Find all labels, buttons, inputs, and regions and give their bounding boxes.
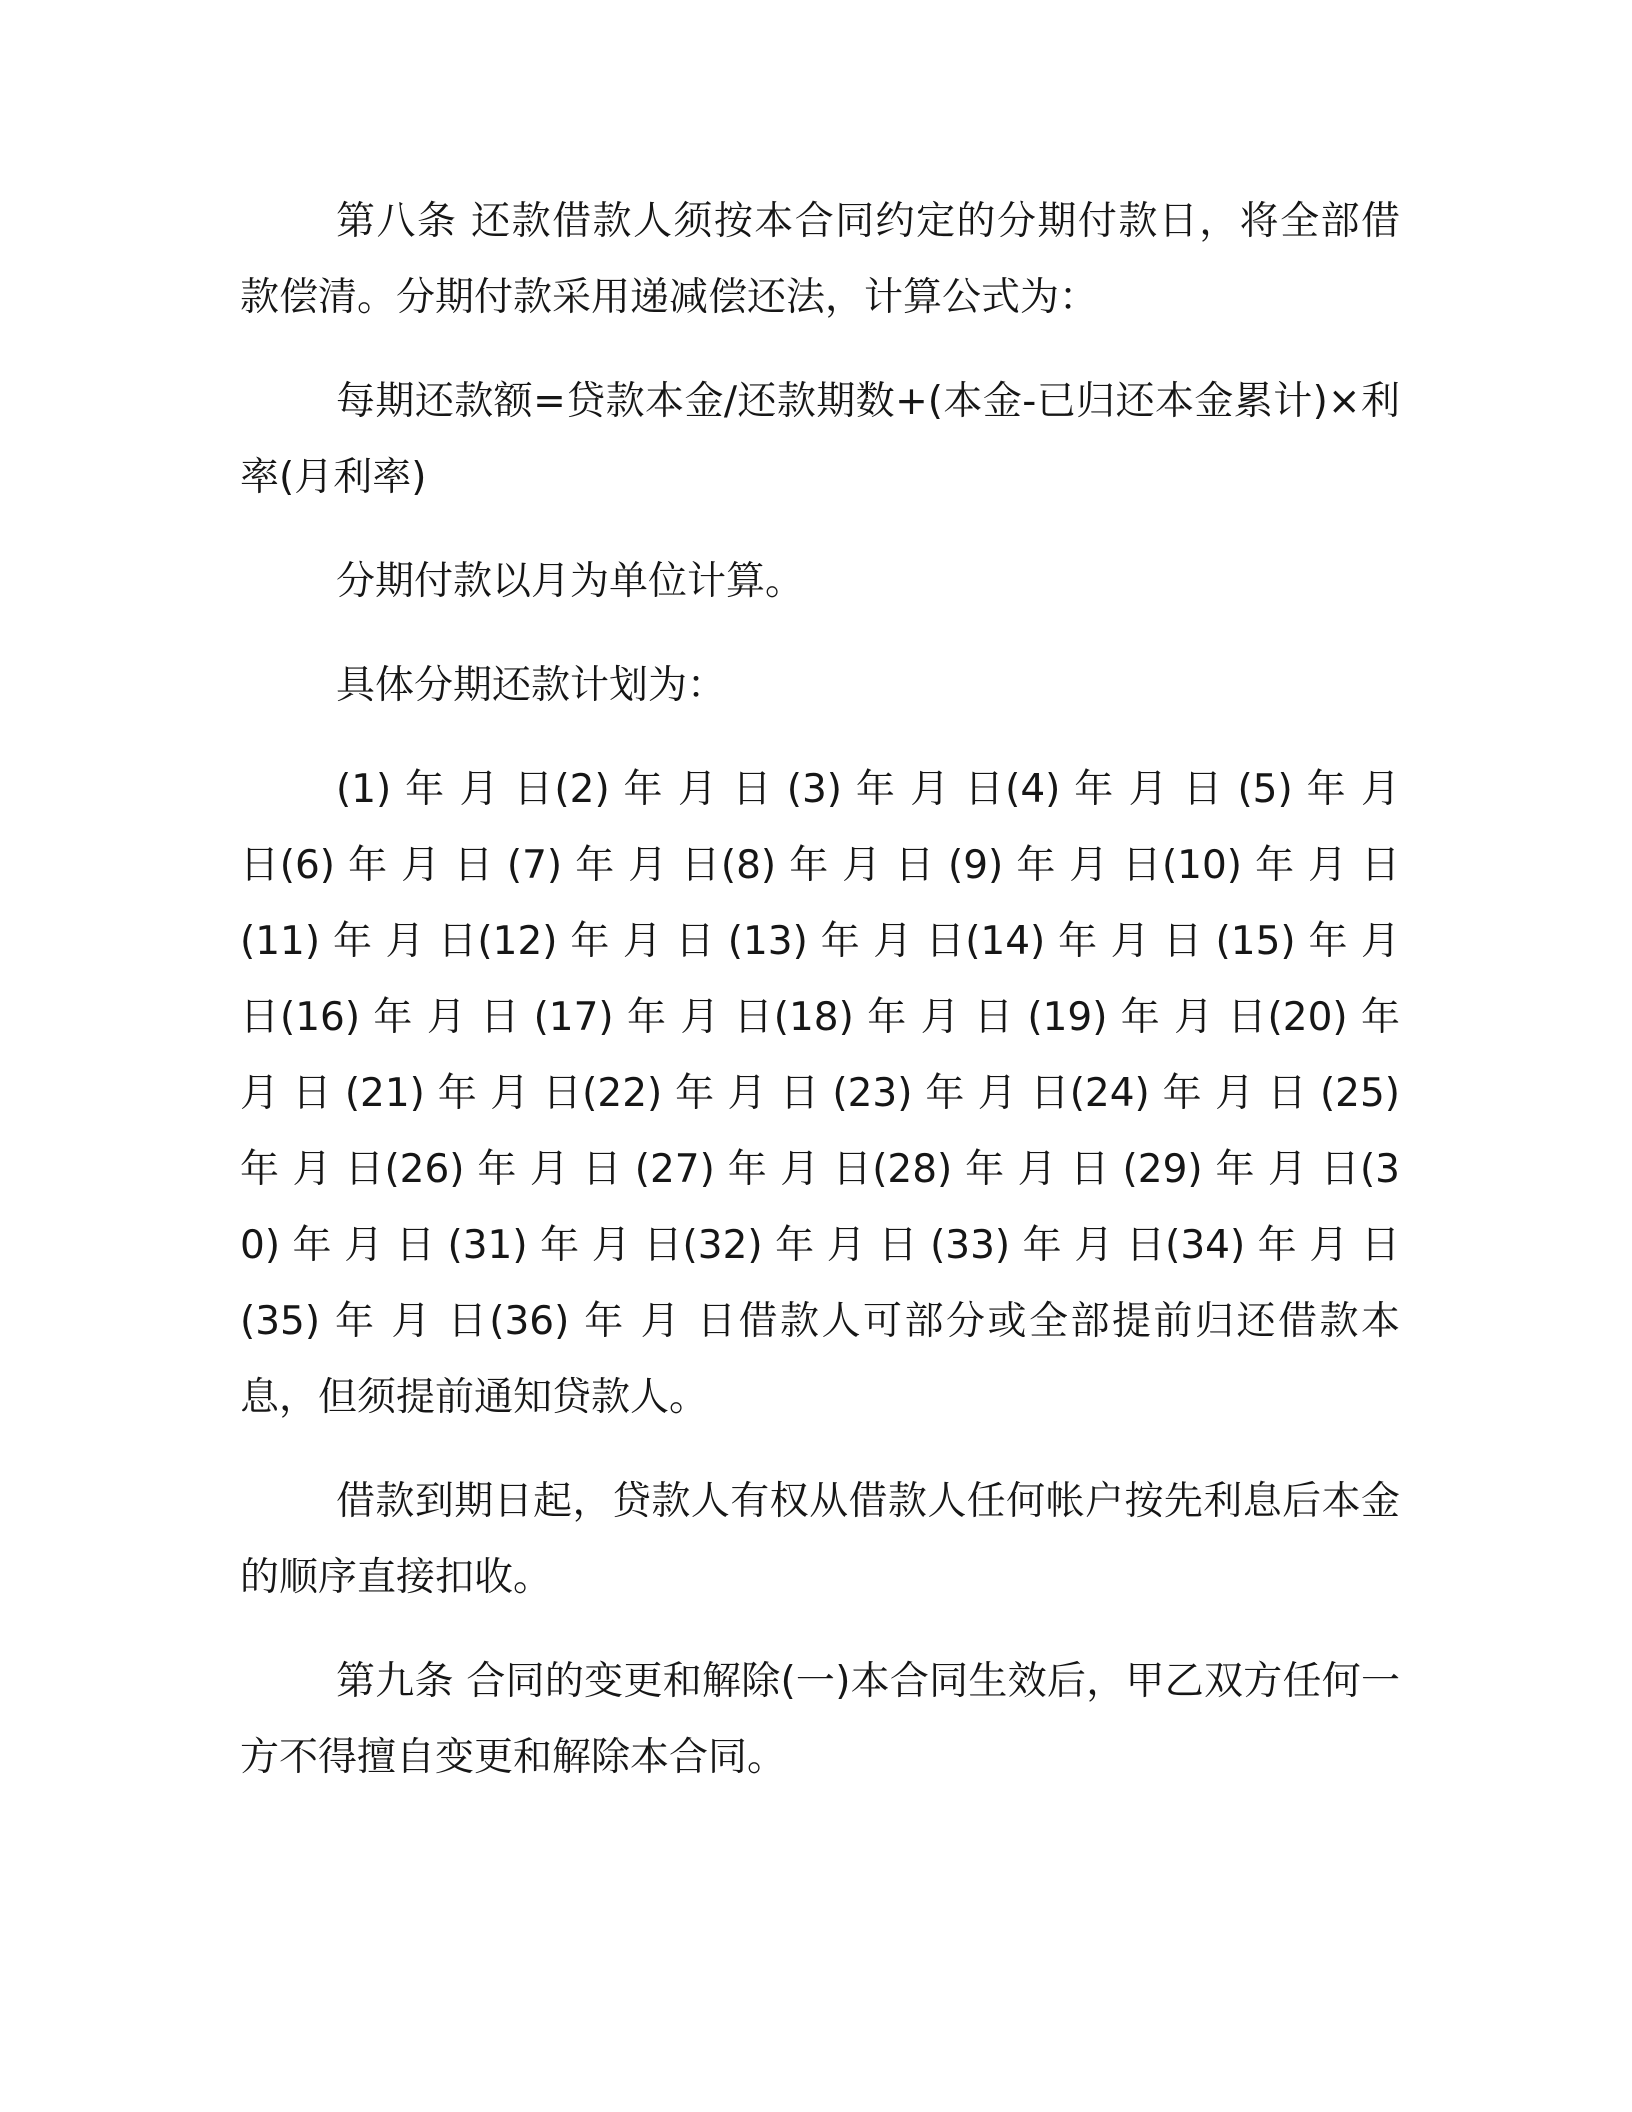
monthly-calculation-paragraph: 分期付款以月为单位计算。 (336, 559, 805, 604)
repayment-schedule-paragraph: (1) 年 月 日(2) 年 月 日 (3) 年 月 日(4) 年 月 日 (5) 年 月 日(6) 年 月 日 (7) 年 月 日(8) 年 月 日 (9) 年 月 日(10) 年 月 日 (11) 年 月 日(12) 年 月 日 (13) 年 月 日(14) 年 月 日 (15) 年 月 日(16) 年 月 日 (17) 年 月 日(18) 年 月 日 (19) 年 月 日(20) 年 月 日 (21) 年 月 日(22) 年 月 日 (23) 年 月 日(24) 年 月 日 (25) 年 月 日(26) 年 月 日 (27) 年 月 日(28) 年 月 日 (29) 年 月 日(30) 年 月 日 (31) 年 月 日(32) 年 月 日 (33) 年 月 日(34) 年 月 日 (35) 年 月 日(36) 年 月 日借款人可部分或全部提前归还借款本息，但须提前通知贷款人。 (240, 767, 1400, 1420)
repayment-plan-heading: 具体分期还款计划为： (336, 663, 727, 708)
deduction-paragraph: 借款到期日起，贷款人有权从借款人任何帐户按先利息后本金的顺序直接扣收。 (240, 1479, 1400, 1600)
article-9-modification-paragraph: 第九条 合同的变更和解除(一)本合同生效后，甲乙双方任何一方不得擅自变更和解除本合同。 (240, 1659, 1400, 1780)
repayment-formula-paragraph: 每期还款额=贷款本金/还款期数+(本金-已归还本金累计)×利率(月利率) (240, 379, 1400, 500)
document-body (240, 184, 1400, 1824)
article-8-repayment-paragraph: 第八条 还款借款人须按本合同约定的分期付款日，将全部借款偿清。分期付款采用递减偿还法，计算公式为： (240, 199, 1400, 320)
